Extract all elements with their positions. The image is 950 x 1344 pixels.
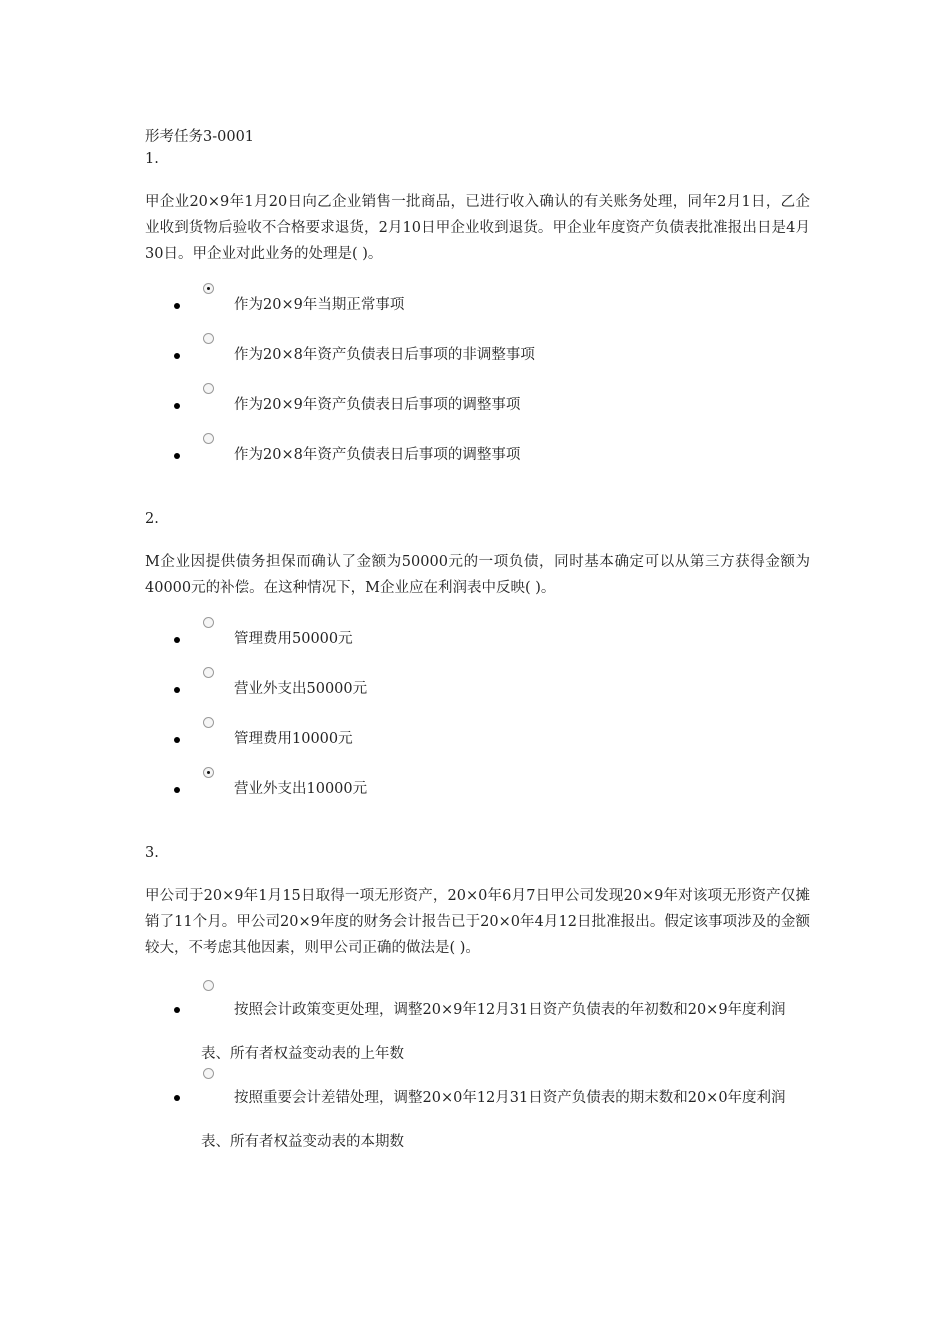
option-label: 作为20×9年资产负债表日后事项的调整事项 — [234, 397, 521, 413]
option-label: 营业外支出50000元 — [234, 681, 368, 697]
bullet-icon — [174, 637, 180, 643]
bullet-icon — [174, 787, 180, 793]
radio-button[interactable] — [203, 980, 214, 991]
option-item — [145, 778, 810, 801]
option-label: 管理费用10000元 — [234, 731, 353, 747]
option-label: 作为20×8年资产负债表日后事项的非调整事项 — [234, 347, 535, 363]
option-list — [145, 294, 810, 467]
option-list — [145, 628, 810, 801]
radio-button-selected[interactable] — [203, 767, 214, 778]
option-item — [145, 678, 810, 701]
question-1 — [145, 148, 810, 467]
bullet-icon — [174, 687, 180, 693]
question-text: 甲公司于20×9年1月15日取得一项无形资产，20×0年6月7日甲公司发现20×9年对该项无形资产仅摊销了11个月。甲公司20×9年度的财务会计报告已于20×0年4月12日批准报出。假定该事项涉及的金额较大，不考虑其他因素，则甲公司正确的做法是( )。 — [145, 888, 810, 956]
radio-button[interactable] — [203, 433, 214, 444]
radio-button[interactable] — [203, 617, 214, 628]
radio-button[interactable] — [203, 1068, 214, 1079]
question-text: 甲企业20×9年1月20日向乙企业销售一批商品，已进行收入确认的有关账务处理，同年2月1日，乙企业收到货物后验收不合格要求退货，2月10日甲企业收到退货。甲企业年度资产负债表批准报出日是4月30日。甲企业对此业务的处理是( )。 — [145, 194, 810, 262]
option-label: 作为20×8年资产负债表日后事项的调整事项 — [234, 447, 521, 463]
radio-button[interactable] — [203, 383, 214, 394]
bullet-icon — [174, 1007, 180, 1013]
option-label: 按照会计政策变更处理，调整20×9年12月31日资产负债表的年初数和20×9年度利润表、所有者权益变动表的上年数 — [201, 1002, 786, 1062]
option-item — [145, 1076, 810, 1164]
bullet-icon — [174, 303, 180, 309]
bullet-icon — [174, 453, 180, 459]
option-item — [145, 394, 810, 417]
question-number: 3. — [145, 845, 159, 861]
option-label: 作为20×9年当期正常事项 — [234, 297, 405, 313]
radio-button-selected[interactable] — [203, 283, 214, 294]
bullet-icon — [174, 1095, 180, 1101]
option-item — [145, 988, 810, 1076]
question-number: 2. — [145, 511, 159, 527]
bullet-icon — [174, 353, 180, 359]
option-item — [145, 728, 810, 751]
radio-button[interactable] — [203, 333, 214, 344]
option-item — [145, 444, 810, 467]
bullet-icon — [174, 737, 180, 743]
question-2 — [145, 508, 810, 801]
option-item — [145, 628, 810, 651]
option-item — [145, 344, 810, 367]
option-label: 营业外支出10000元 — [234, 781, 368, 797]
question-number: 1. — [145, 151, 159, 167]
option-item — [145, 294, 810, 317]
bullet-icon — [174, 403, 180, 409]
document-body — [145, 126, 810, 1164]
option-label: 管理费用50000元 — [234, 631, 353, 647]
radio-button[interactable] — [203, 717, 214, 728]
question-text: M企业因提供债务担保而确认了金额为50000元的一项负债，同时基本确定可以从第三方获得金额为40000元的补偿。在这种情况下，M企业应在利润表中反映( )。 — [145, 554, 810, 596]
question-3 — [145, 842, 810, 1164]
option-label: 按照重要会计差错处理，调整20×0年12月31日资产负债表的期末数和20×0年度利润表、所有者权益变动表的本期数 — [201, 1090, 786, 1150]
radio-button[interactable] — [203, 667, 214, 678]
option-list — [145, 988, 810, 1164]
document-title: 形考任务3-0001 — [145, 129, 255, 145]
